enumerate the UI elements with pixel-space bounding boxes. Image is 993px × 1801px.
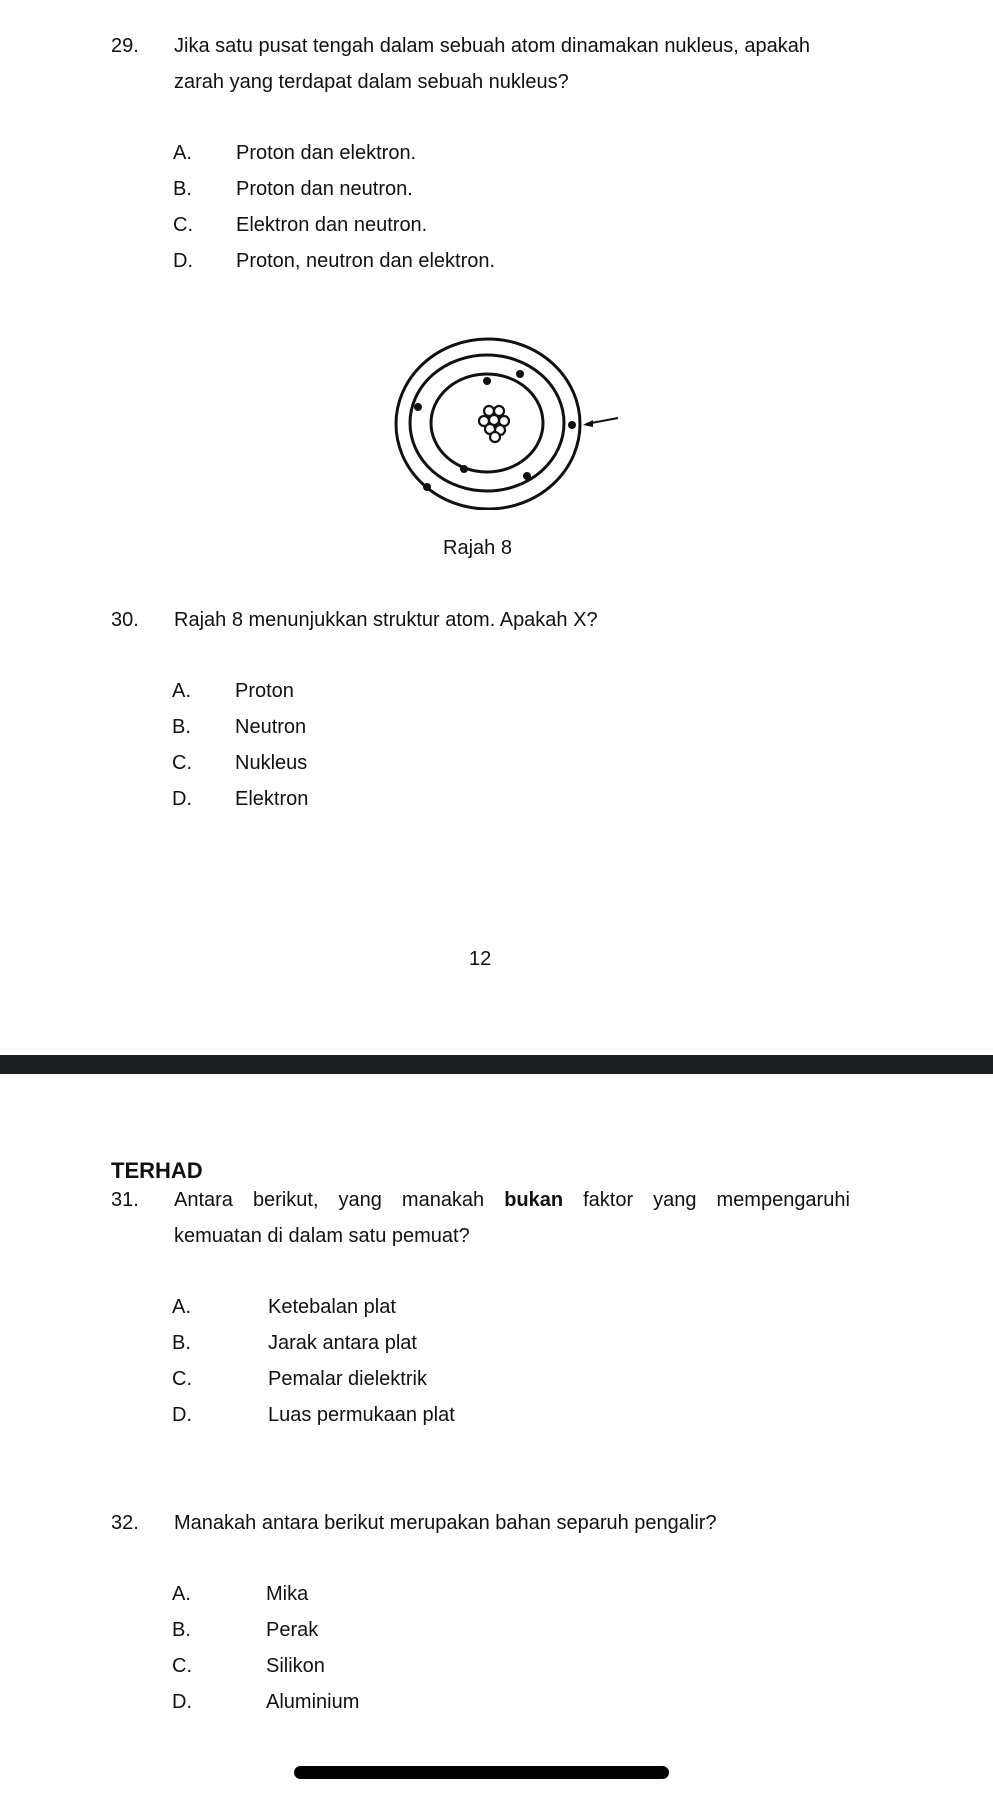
word: yang xyxy=(338,1189,382,1211)
question-text-line-2: zarah yang terdapat dalam sebuah nukleus? xyxy=(174,71,569,93)
page-divider xyxy=(0,1055,993,1074)
electron xyxy=(523,472,531,480)
option-b-letter: B. xyxy=(172,716,191,738)
exam-page-13 xyxy=(0,1074,993,1801)
option-d-letter: D. xyxy=(172,1691,192,1713)
option-a-letter: A. xyxy=(173,142,192,164)
question-number: 29. xyxy=(111,35,139,57)
question-number: 30. xyxy=(111,609,139,631)
figure-caption: Rajah 8 xyxy=(443,537,512,559)
nucleus xyxy=(479,406,509,442)
option-a-letter: A. xyxy=(172,680,191,702)
question-text-line-2: kemuatan di dalam satu pemuat? xyxy=(174,1225,470,1247)
option-a-text: Proton xyxy=(235,680,294,702)
electron xyxy=(516,370,524,378)
word: berikut, xyxy=(252,1189,319,1211)
home-indicator[interactable] xyxy=(294,1766,669,1779)
option-a-text: Ketebalan plat xyxy=(268,1296,396,1318)
emphasis-word: bukan xyxy=(504,1189,564,1211)
question-text-line-1: Manakah antara berikut merupakan bahan separuh pengalir? xyxy=(174,1512,717,1534)
word: mempengaruhi xyxy=(716,1189,850,1211)
pointer-arrow xyxy=(583,418,618,427)
option-d-letter: D. xyxy=(172,788,192,810)
option-d-text: Aluminium xyxy=(266,1691,360,1713)
option-b-text: Neutron xyxy=(235,716,307,738)
question-text-line-1 xyxy=(174,1188,850,1212)
classification-heading: TERHAD xyxy=(111,1158,203,1183)
option-b-text: Proton dan neutron. xyxy=(236,178,413,200)
atom-diagram xyxy=(380,330,640,510)
option-d-text: Proton, neutron dan elektron. xyxy=(236,250,496,272)
page-number: 12 xyxy=(469,948,492,970)
option-b-letter: B. xyxy=(172,1619,191,1641)
option-c-text: Elektron dan neutron. xyxy=(236,214,428,236)
option-a-text: Proton dan elektron. xyxy=(236,142,417,164)
electron xyxy=(568,421,576,429)
option-b-text: Jarak antara plat xyxy=(268,1332,417,1354)
option-d-text: Luas permukaan plat xyxy=(268,1404,455,1426)
option-d-letter: D. xyxy=(173,250,193,272)
option-c-letter: C. xyxy=(173,214,193,236)
word: manakah xyxy=(401,1189,485,1211)
electron xyxy=(460,465,468,473)
option-a-letter: A. xyxy=(172,1583,191,1605)
option-c-letter: C. xyxy=(172,1655,192,1677)
option-a-text: Mika xyxy=(266,1583,309,1605)
option-c-letter: C. xyxy=(172,1368,192,1390)
electron xyxy=(414,403,422,411)
question-text-line-1: Jika satu pusat tengah dalam sebuah atom dinamakan nukleus, apakah xyxy=(174,35,810,57)
word: yang xyxy=(653,1189,697,1211)
option-c-text: Pemalar dielektrik xyxy=(268,1368,427,1390)
option-d-text: Elektron xyxy=(235,788,309,810)
option-d-letter: D. xyxy=(172,1404,192,1426)
word: Antara xyxy=(174,1189,233,1211)
option-b-letter: B. xyxy=(172,1332,191,1354)
word: faktor xyxy=(583,1189,634,1211)
option-b-text: Perak xyxy=(266,1619,319,1641)
option-c-text: Silikon xyxy=(266,1655,325,1677)
option-c-text: Nukleus xyxy=(235,752,308,774)
option-b-letter: B. xyxy=(173,178,192,200)
electron xyxy=(423,483,431,491)
question-number: 32. xyxy=(111,1512,139,1534)
question-text-line-1: Rajah 8 menunjukkan struktur atom. Apakah X? xyxy=(174,609,598,631)
option-c-letter: C. xyxy=(172,752,192,774)
option-a-letter: A. xyxy=(172,1296,191,1318)
question-number: 31. xyxy=(111,1189,139,1211)
electron xyxy=(483,377,491,385)
